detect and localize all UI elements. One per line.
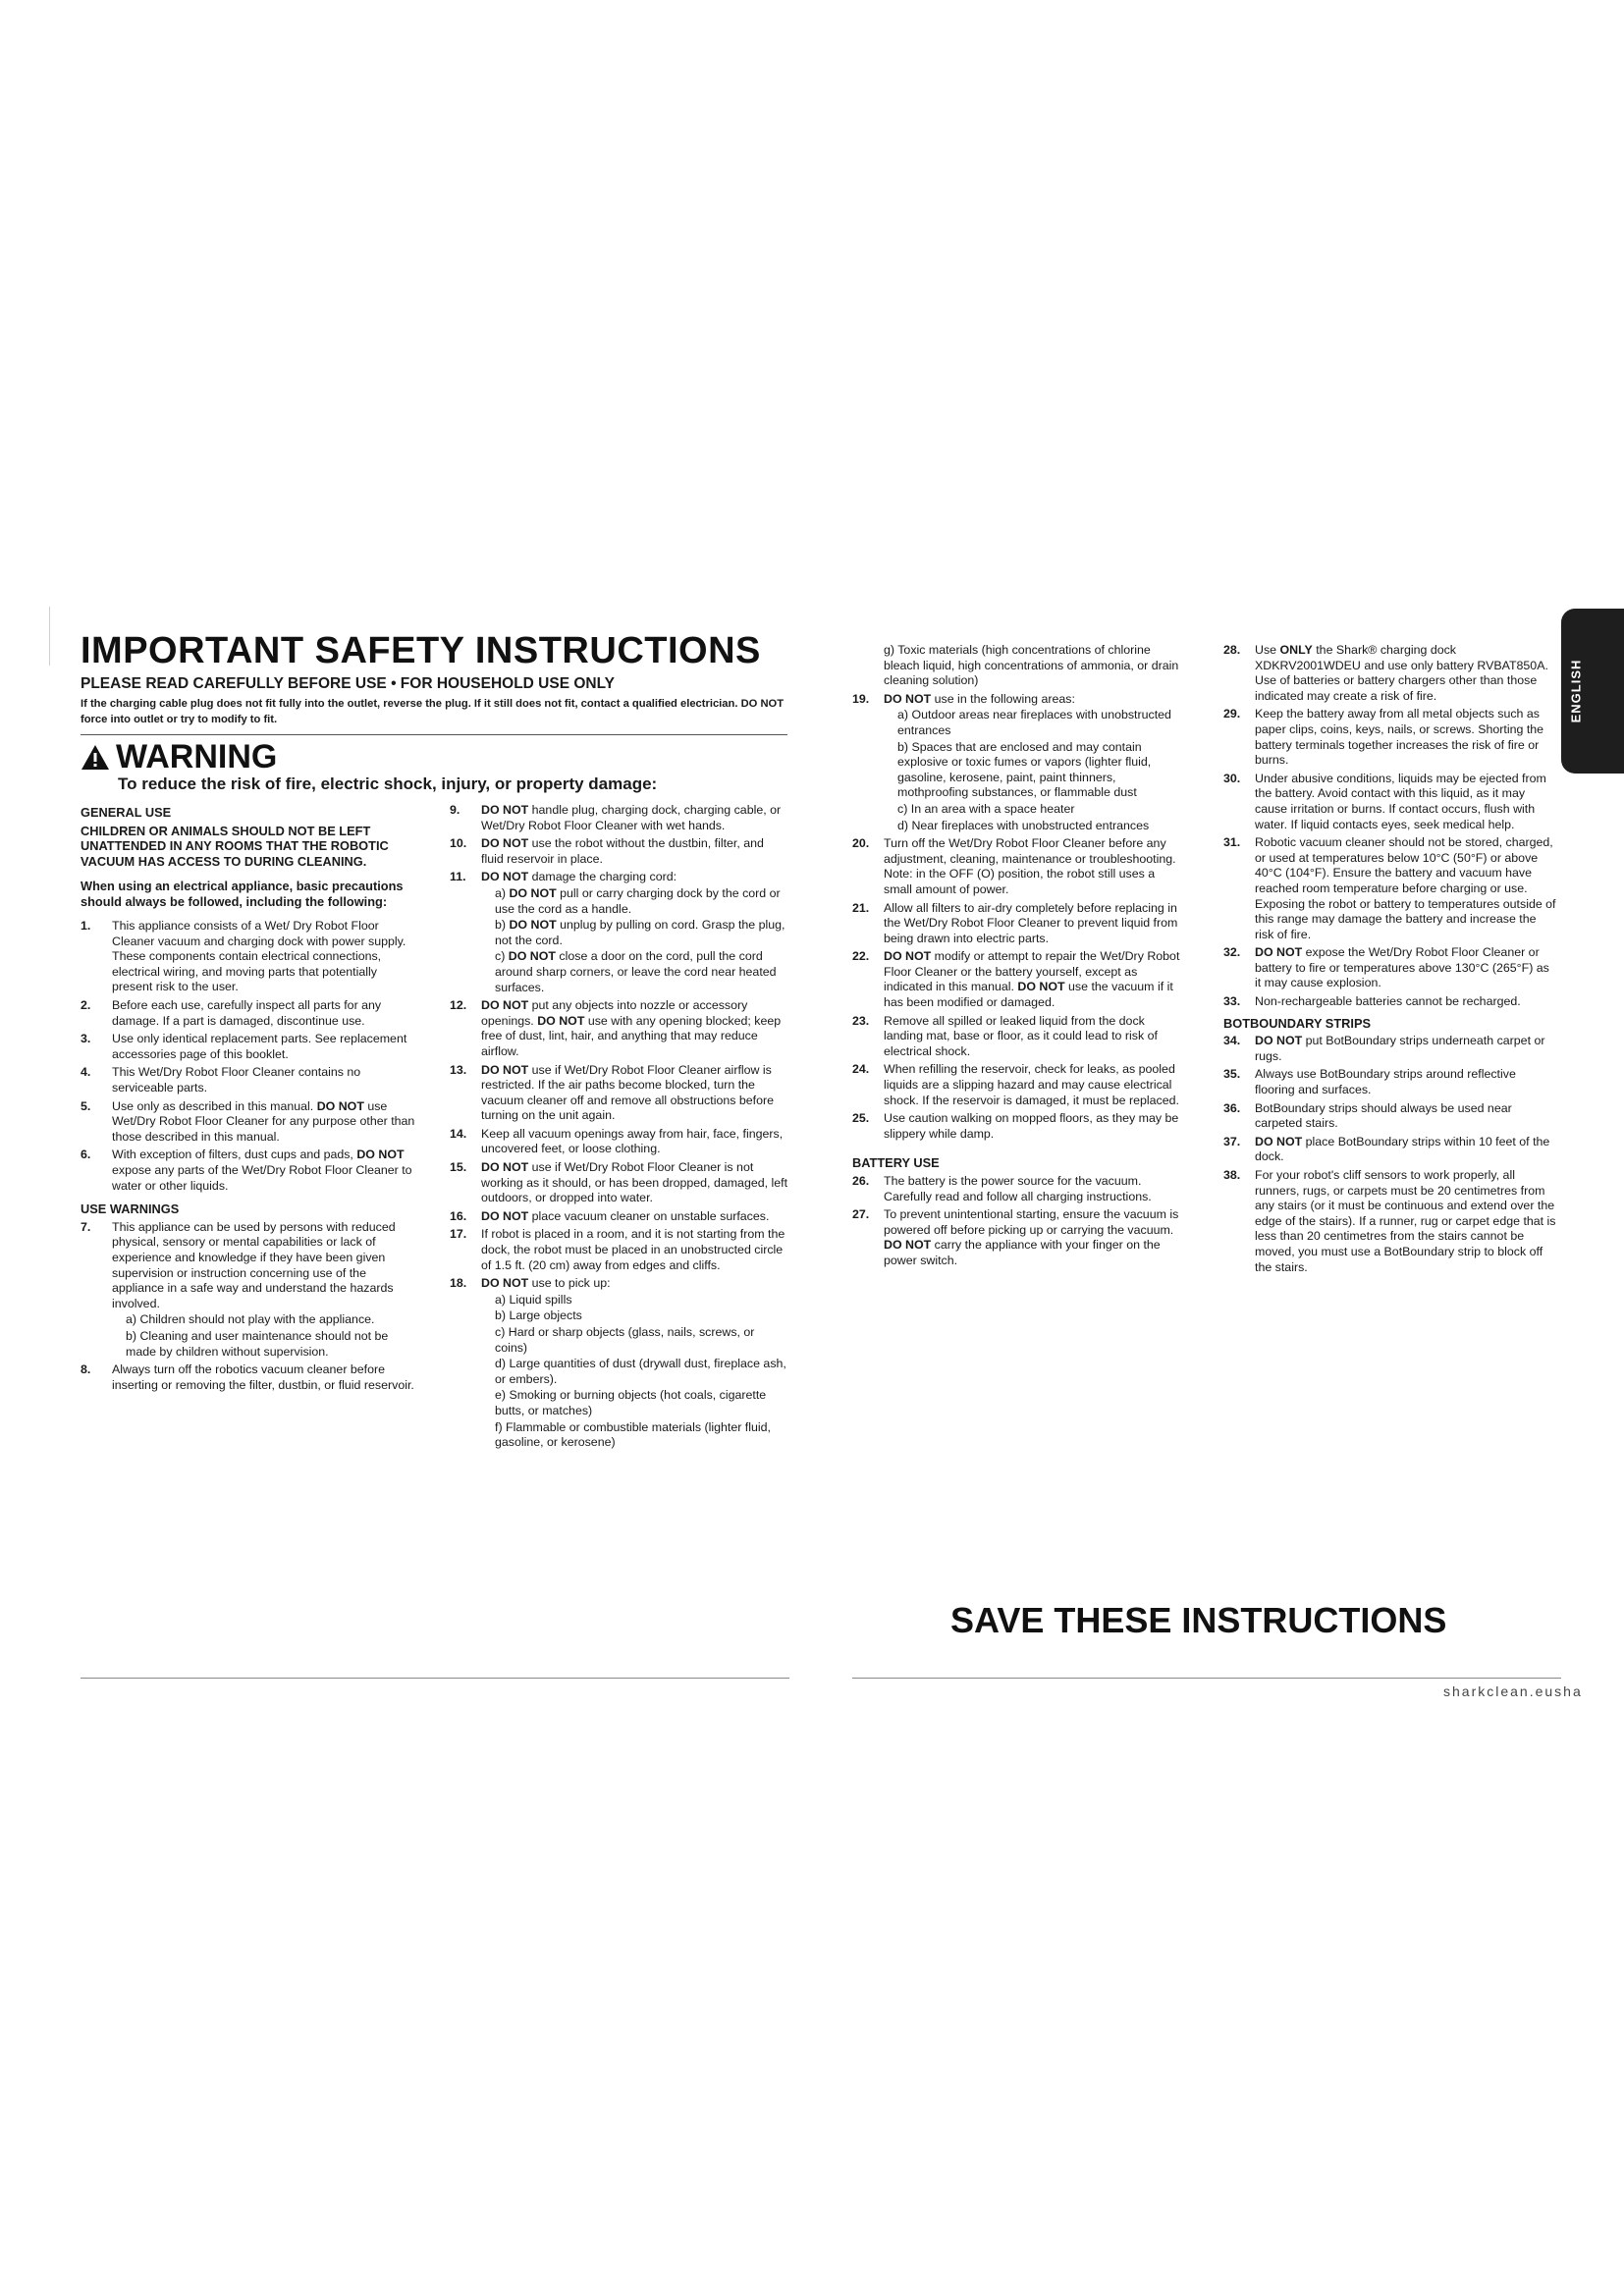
list-item: 7. This appliance can be used by persons with reduced physical, sensory or mental capabilities or lack of experience and knowledge if they have been given supervision or instruction concerning use of the appliance in a safe way and understand the hazards involved. a) Children should not play with the appliance. b) Cleaning and user maintenance should not be made by children without supervision. xyxy=(81,1219,396,1359)
column-3 xyxy=(852,643,1186,1272)
list-item: 8. Always turn off the robotics vacuum cleaner before inserting or removing the filter, dustbin, or fluid reservoir. xyxy=(81,1362,414,1392)
warning-title: WARNING xyxy=(116,738,278,775)
list-item: 26. The battery is the power source for the vacuum. Carefully read and follow all charging instructions. xyxy=(852,1174,1152,1203)
list-item: 10. DO NOT use the robot without the dustbin, filter, and fluid reservoir in place. xyxy=(450,836,764,866)
save-instructions-heading: SAVE THESE INSTRUCTIONS xyxy=(950,1600,1447,1640)
list-item: 22. DO NOT modify or attempt to repair the Wet/Dry Robot Floor Cleaner or the battery yourself, except as indicated in this manual. DO NOT use the vacuum if it has been modified or damaged. xyxy=(852,949,1180,1010)
list-subitem: g) Toxic materials (high concentrations of chlorine bleach liquid, high concentrations of ammonia, or drain cleaning solution) xyxy=(884,643,1179,688)
list-item: 4. This Wet/Dry Robot Floor Cleaner contains no serviceable parts. xyxy=(81,1065,361,1095)
language-tab-label: ENGLISH xyxy=(1568,659,1584,723)
list-item: 21. Allow all filters to air-dry completely before replacing in the Wet/Dry Robot Floor Cleaner to prevent liquid from being drawn into electric parts. xyxy=(852,900,1178,945)
warning-heading xyxy=(81,738,277,776)
list-item: 30. Under abusive conditions, liquids may be ejected from the battery. Avoid contact with this liquid, as it may cause irritation or burns. If contact occurs, flush with water. If liquid contacts eyes, seek medical help. xyxy=(1223,771,1546,831)
list-item: 33. Non-rechargeable batteries cannot be recharged. xyxy=(1223,994,1521,1009)
children-warning: CHILDREN OR ANIMALS SHOULD NOT BE LEFT UNATTENDED IN ANY ROOMS THAT THE ROBOTIC VACUUM HAS ACCESS TO DURING CLEANING. xyxy=(81,823,389,869)
list-item: 32. DO NOT expose the Wet/Dry Robot Floor Cleaner or battery to fire or temperatures above 130°C (265°F) as it may cause explosion. xyxy=(1223,945,1549,990)
list-item: 31. Robotic vacuum cleaner should not be stored, charged, or used at temperatures below 10°C (50°F) or above 40°C (104°F). Ensure the battery and vacuum have reached room temperature before charging or use. Exposing the robot or battery to temperatures outside of this range may damage the battery and increase the risk of fire. xyxy=(1223,835,1556,941)
list-item: 15. DO NOT use if Wet/Dry Robot Floor Cleaner is not working as it should, or has been dropped, damaged, left outdoors, or dropped into water. xyxy=(450,1160,788,1205)
list-item: 28. Use ONLY the Shark® charging dock XDKRV2001WDEU and use only battery RVBAT850A. Use of batteries or battery chargers other than those indicated may create a risk of fire. xyxy=(1223,643,1548,703)
list-item: 3. Use only identical replacement parts. See replacement accessories page of this booklet. xyxy=(81,1032,407,1061)
list-item: 25. Use caution walking on mopped floors, as they may be slippery while damp. xyxy=(852,1111,1179,1141)
column-1 xyxy=(81,803,419,1396)
website-url: sharkclean.eusha xyxy=(1443,1683,1583,1699)
section-heading-botboundary: BOTBOUNDARY STRIPS xyxy=(1223,1015,1372,1031)
list-item: 34. DO NOT put BotBoundary strips underneath carpet or rugs. xyxy=(1223,1034,1545,1063)
page-edge-rule xyxy=(49,607,50,666)
warning-triangle-icon xyxy=(81,744,110,771)
list-item: 11. DO NOT damage the charging cord: a) DO NOT pull or carry charging dock by the cord or use the cord as a handle. b) DO NOT unplug by pulling on cord. Grasp the plug, not the cord. c) DO NOT close a door on the cord, pull the cord around sharp corners, or leave the cord near heated surfaces. xyxy=(450,870,785,994)
list-item: 18. DO NOT use to pick up: a) Liquid spills b) Large objects c) Hard or sharp objects (glass, nails, screws, or coins) d) Large quantities of dust (drywall dust, fireplace ash, or embers). e) Smoking or burning objects (hot coals, cigarette butts, or matches) f) Flammable or combustible materials (lighter fluid, gasoline, or kerosene) xyxy=(450,1276,786,1450)
warning-subtitle: To reduce the risk of fire, electric shock, injury, or property damage: xyxy=(118,774,658,793)
section-heading-battery-use: BATTERY USE xyxy=(852,1155,940,1171)
list-item: 6. With exception of filters, dust cups and pads, DO NOT expose any parts of the Wet/Dry Robot Floor Cleaner to water or other liquids. xyxy=(81,1148,412,1193)
list-item: 29. Keep the battery away from all metal objects such as paper clips, coins, keys, nails, or screws. Shorting the battery terminals together increases the risk of fire or burns. xyxy=(1223,707,1544,768)
list-item: 12. DO NOT put any objects into nozzle or accessory openings. DO NOT use with any opening blocked; keep free of dust, lint, hair, and anything that may reduce airflow. xyxy=(450,998,782,1058)
list-item: 35. Always use BotBoundary strips around reflective flooring and surfaces. xyxy=(1223,1067,1516,1097)
list-item: 19. DO NOT use in the following areas: a) Outdoor areas near fireplaces with unobstructed entrances b) Spaces that are enclosed and may contain explosive or toxic fumes or vapors (lighter fluid, gasoline, kerosene, paint, paint thinners, mothproofing substances, or flammable dust c) In an area with a space heater d) Near fireplaces with unobstructed entrances xyxy=(852,691,1171,832)
list-item: 20. Turn off the Wet/Dry Robot Floor Cleaner before any adjustment, cleaning, maintenance or troubleshooting. Note: in the OFF (O) position, the robot still uses a small amount of power. xyxy=(852,836,1176,896)
page-subtitle: PLEASE READ CAREFULLY BEFORE USE • FOR HOUSEHOLD USE ONLY xyxy=(81,675,615,692)
list-item: 1. This appliance consists of a Wet/ Dry Robot Floor Cleaner vacuum and charging dock with power supply. These components contain electrical connections, electrical wiring, and moving parts that potentially present risk to the user. xyxy=(81,919,406,994)
section-heading-use-warnings: USE WARNINGS xyxy=(81,1201,180,1217)
list-item: 13. DO NOT use if Wet/Dry Robot Floor Cleaner airflow is restricted. If the air paths become blocked, turn the vacuum cleaner off and remove all obstructions before turning on the unit again. xyxy=(450,1062,774,1123)
section-heading-general-use: GENERAL USE xyxy=(81,805,172,820)
page-title: IMPORTANT SAFETY INSTRUCTIONS xyxy=(81,630,761,671)
column-4 xyxy=(1223,643,1557,1278)
list-item: 17. If robot is placed in a room, and it is not starting from the dock, the robot must be placed in an unobstructed circle of 1.5 ft. (20 cm) away from edges and cliffs. xyxy=(450,1227,785,1272)
list-item: 23. Remove all spilled or leaked liquid from the dock landing mat, base or floor, as it could lead to risk of electrical shock. xyxy=(852,1013,1158,1058)
list-item: 24. When refilling the reservoir, check for leaks, as pooled liquids are a slipping hazard and may cause electrical shock. If the reservoir is damaged, it must be replaced. xyxy=(852,1062,1179,1107)
list-item: 37. DO NOT place BotBoundary strips within 10 feet of the dock. xyxy=(1223,1134,1550,1164)
list-item: 14. Keep all vacuum openings away from hair, face, fingers, uncovered feet, or loose clothing. xyxy=(450,1126,784,1156)
plug-note: If the charging cable plug does not fit fully into the outlet, reverse the plug. If it still does not fit, contact a qualified electrician. DO NOT force into outlet or try to modify to fit. xyxy=(81,698,785,725)
list-item: 9. DO NOT handle plug, charging dock, charging cable, or Wet/Dry Robot Floor Cleaner with wet hands. xyxy=(450,803,782,832)
footer-divider-right xyxy=(852,1678,1561,1679)
precautions-intro: When using an electrical appliance, basic precautions should always be followed, including the following: xyxy=(81,879,404,909)
list-item: 2. Before each use, carefully inspect all parts for any damage. If a part is damaged, discontinue use. xyxy=(81,998,382,1028)
list-item: 5. Use only as described in this manual. DO NOT use Wet/Dry Robot Floor Cleaner for any purpose other than those described in this manual. xyxy=(81,1098,415,1144)
list-item: 38. For your robot's cliff sensors to work properly, all runners, rugs, or carpets must be 20 centimetres from any stairs (or it must be continuous and extend over the edge of the stairs). If a runner, rug or carpet edge that is less than 20 centimetres from the stairs cannot be moved, you must use a BotBoundary strip to block off the stairs. xyxy=(1223,1168,1556,1274)
list-item: 16. DO NOT place vacuum cleaner on unstable surfaces. xyxy=(450,1208,770,1223)
header-divider xyxy=(81,734,787,735)
list-item: 36. BotBoundary strips should always be used near carpeted stairs. xyxy=(1223,1100,1512,1131)
footer-divider-left xyxy=(81,1678,789,1679)
list-item: 27. To prevent unintentional starting, ensure the vacuum is powered off before picking up or carrying the vacuum. DO NOT carry the appliance with your finger on the power switch. xyxy=(852,1207,1179,1267)
column-2 xyxy=(450,803,788,1454)
